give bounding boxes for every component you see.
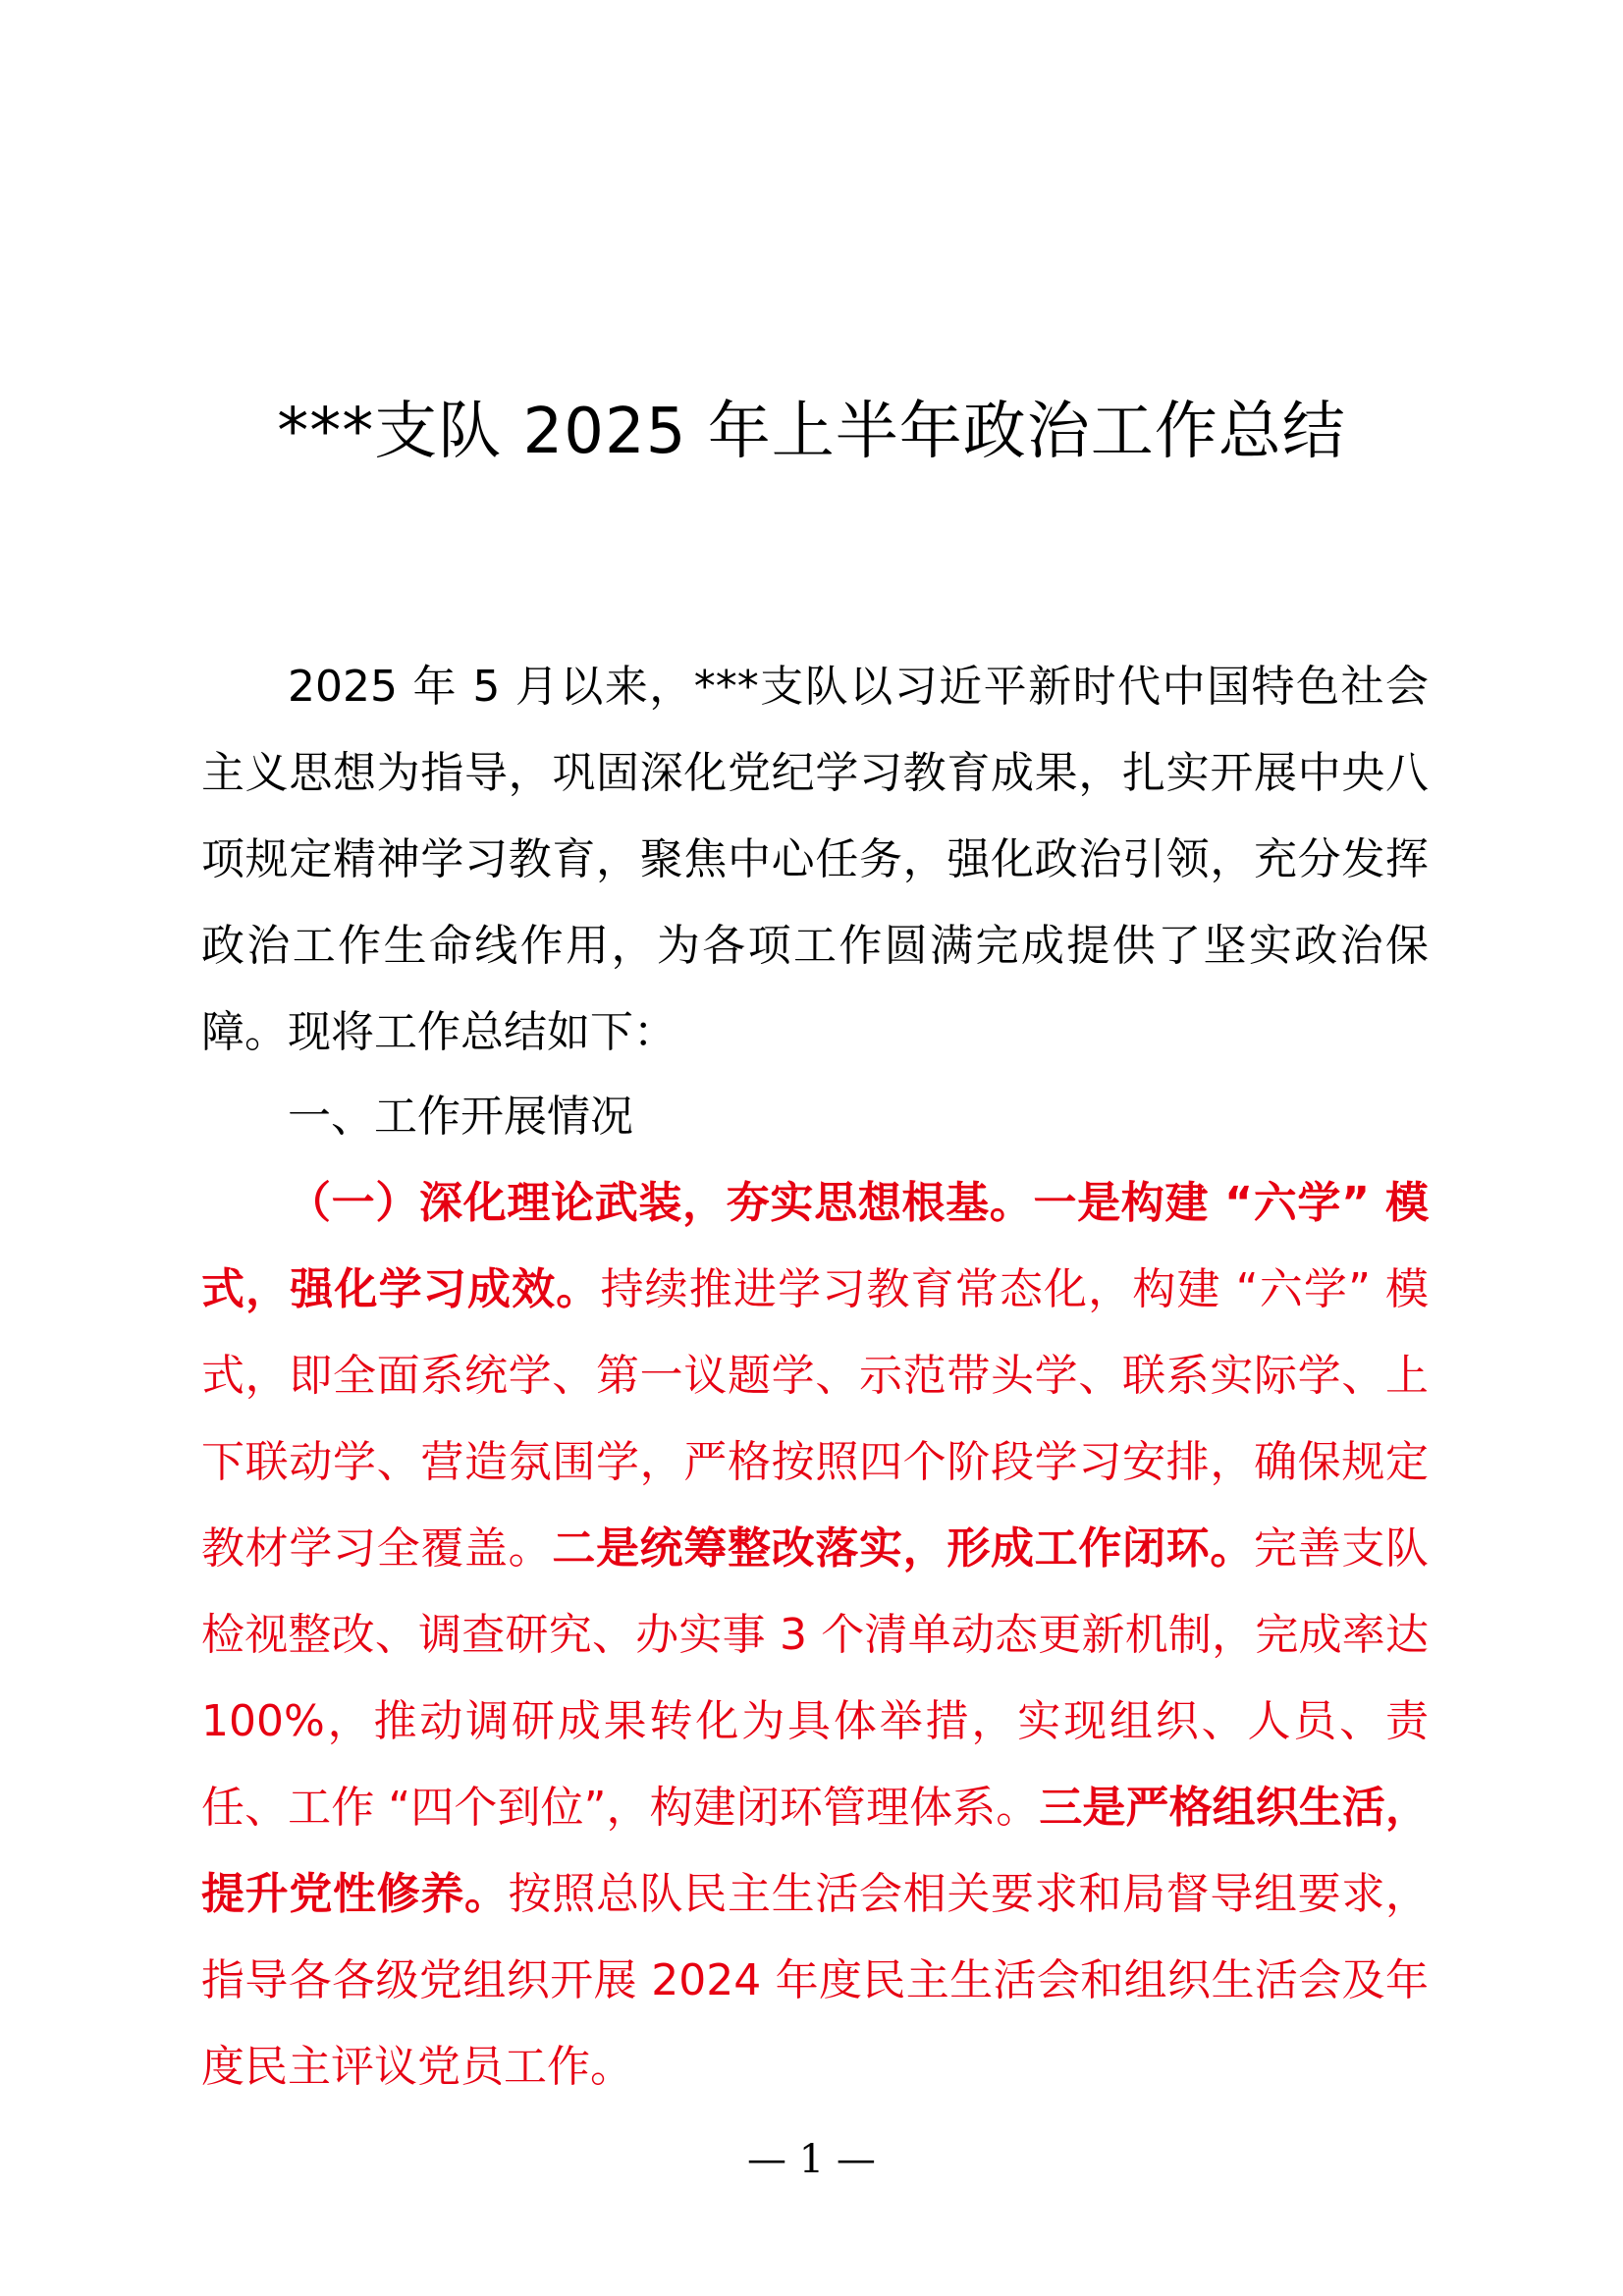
subsection-heading: （一）深化理论武装，夯实思想根基。 (288, 1178, 1034, 1228)
point3-text: 按照总队民主生活会相关要求和局督导组要求，指导各各级党组织开展 2024 年度民主生活会和组织生活会及年度民主评议党员工作。 (201, 1869, 1430, 2092)
point2-title: 二是统筹整改落实，形成工作闭环。 (552, 1523, 1255, 1574)
point1-text: 持续推进学习教育常态化，构建 “六学” 模式，即全面系统学、第一议题学、示范带头学、联系实际学、上下联动学、营造氛围学，严格按照四个阶段学习安排，确保规定教材学习全覆盖。 (201, 1264, 1430, 1574)
point2-text: 完善支队检视整改、调查研究、办实事 3 个清单动态更新机制，完成率达 100%，推动调研成果转化为具体举措，实现组织、人员、责任、工作 “四个到位”，构建闭环管理体系。 (201, 1523, 1430, 1833)
point3-title: 三是严格组织生活，提升党性修养。 (201, 1783, 1430, 1919)
point1-title: 一是构建 “六学” 模式，强化学习成效。 (201, 1178, 1429, 1314)
page-number: — 1 — (747, 2137, 876, 2182)
document-title: ***支队 2025 年上半年政治工作总结 (277, 396, 1346, 468)
subsection-paragraph (201, 1160, 1429, 2110)
intro-paragraph: 2025 年 5 月以来，***支队以习近平新时代中国特色社会主义思想为指导，巩固深化党纪学习教育成果，扎实开展中央八项规定精神学习教育，聚焦中心任务，强化政治引领，充分发挥政治工作生命线作用，为各项工作圆满完成提供了坚实政治保障。现将工作总结如下： (201, 662, 1429, 1057)
section-heading: 一、工作开展情况 (288, 1092, 633, 1142)
